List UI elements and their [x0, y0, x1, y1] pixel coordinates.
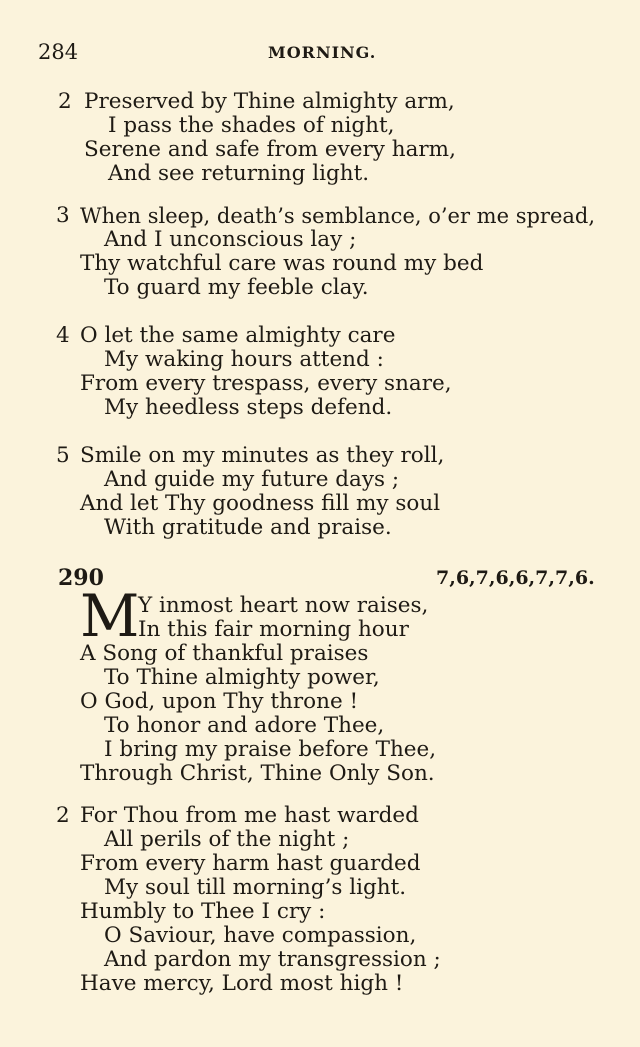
verse-line: My waking hours attend :: [104, 347, 384, 372]
stanza-number: 3: [56, 203, 70, 228]
verse-line: From every harm hast guarded: [80, 851, 421, 876]
verse-line: O God, upon Thy throne !: [80, 689, 359, 714]
verse-line: A Song of thankful praises: [80, 641, 369, 666]
verse-line: I pass the shades of night,: [108, 113, 395, 138]
page-header: [38, 40, 598, 70]
verse-line: For Thou from me hast warded: [80, 803, 419, 828]
verse-line: O Saviour, have compassion,: [104, 923, 417, 948]
verse-line: In this fair morning hour: [138, 617, 409, 642]
verse-line: Thy watchful care was round my bed: [80, 251, 484, 276]
drop-cap: M: [80, 582, 140, 650]
verse-line: O let the same almighty care: [80, 323, 396, 348]
verse-line: My soul till morning’s light.: [104, 875, 407, 900]
page-number: 284: [38, 40, 79, 64]
stanza-number: 4: [56, 323, 70, 348]
stanza-number: 5: [56, 443, 70, 468]
verse-line: With gratitude and praise.: [104, 515, 392, 540]
verse-line: Smile on my minutes as they roll,: [80, 443, 445, 468]
verse-line: Have mercy, Lord most high !: [80, 971, 404, 996]
verse-line: Y inmost heart now raises,: [138, 593, 429, 618]
hymn-number: 290: [58, 565, 104, 591]
verse-line: Preserved by Thine almighty arm,: [84, 89, 455, 114]
verse-line: My heedless steps defend.: [104, 395, 393, 420]
verse-line: Through Christ, Thine Only Son.: [80, 761, 435, 786]
verse-line: All perils of the night ;: [104, 827, 350, 852]
verse-line: And I unconscious lay ;: [104, 227, 357, 252]
verse-line: To honor and adore Thee,: [104, 713, 385, 738]
running-title: MORNING.: [268, 43, 377, 62]
verse-line: And see returning light.: [108, 161, 370, 186]
hymn-meter: 7,6,7,6,6,7,7,6.: [436, 567, 595, 589]
stanza-number: 2: [58, 89, 72, 114]
verse-line: To Thine almighty power,: [104, 665, 380, 690]
verse-line: And let Thy goodness fill my soul: [80, 491, 441, 516]
verse-line: And pardon my transgression ;: [104, 947, 441, 972]
verse-line: From every trespass, every snare,: [80, 371, 452, 396]
verse-line: And guide my future days ;: [104, 467, 400, 492]
verse-line: To guard my feeble clay.: [104, 275, 369, 300]
stanza-number: 2: [56, 803, 70, 828]
verse-line: Serene and safe from every harm,: [84, 137, 456, 162]
verse-line: I bring my praise before Thee,: [104, 737, 437, 762]
verse-line: Humbly to Thee I cry :: [80, 899, 326, 924]
verse-line: When sleep, death’s semblance, o’er me spread,: [80, 204, 596, 228]
